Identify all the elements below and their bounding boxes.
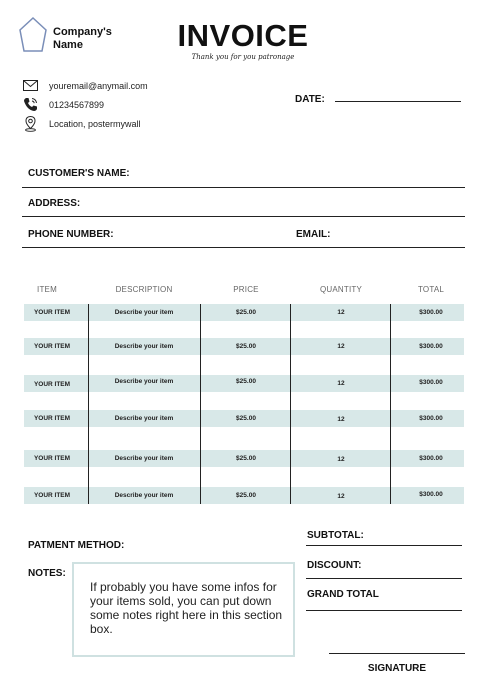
customer-name-label: CUSTOMER'S NAME:: [28, 168, 130, 179]
col-header-quantity: QUANTITY: [319, 285, 363, 294]
discount-field[interactable]: [306, 578, 462, 579]
notes-text: If probably you have some infos for your items sold, you can put down some notes right here in this section box.: [90, 580, 283, 636]
cell-total: $300.00: [419, 343, 443, 350]
cell-description: Describe your item: [114, 343, 174, 350]
column-divider: [88, 304, 89, 504]
grand-total-label: GRAND TOTAL: [307, 589, 379, 600]
cell-item: YOUR ITEM: [33, 455, 71, 462]
cell-quantity: 12: [337, 309, 345, 316]
cell-description: Describe your item: [114, 378, 174, 385]
cell-item: YOUR ITEM: [33, 343, 71, 350]
cell-quantity: 12: [337, 456, 345, 463]
discount-label: DISCOUNT:: [307, 560, 362, 571]
cell-quantity: 12: [337, 343, 345, 350]
col-header-item: ITEM: [37, 285, 57, 294]
location-text: Location, postermywall: [49, 118, 141, 129]
customer-name-field[interactable]: [22, 187, 465, 188]
col-header-description: DESCRIPTION: [115, 285, 173, 294]
contact-email: [22, 77, 148, 94]
cell-description: Describe your item: [114, 415, 174, 422]
email-label: EMAIL:: [296, 229, 331, 240]
cell-quantity: 12: [337, 416, 345, 423]
cell-price: $25.00: [236, 492, 256, 499]
date-label: DATE:: [295, 94, 325, 105]
subtotal-field[interactable]: [306, 545, 462, 546]
cell-total: $300.00: [419, 455, 443, 462]
company-name: Company's Name: [53, 26, 112, 51]
cell-price: $25.00: [236, 455, 256, 462]
tagline: Thank you for you patronage: [191, 53, 295, 61]
cell-total: $300.00: [419, 309, 443, 316]
cell-price: $25.00: [236, 309, 256, 316]
email-text: youremail@anymail.com: [49, 80, 148, 91]
cell-item: YOUR ITEM: [33, 381, 71, 388]
notes-label: NOTES:: [28, 568, 66, 579]
date-field[interactable]: [335, 101, 461, 102]
contact-location: [22, 115, 141, 132]
cell-description: Describe your item: [114, 492, 174, 499]
cell-description: Describe your item: [114, 455, 174, 462]
phone-number-label: PHONE NUMBER:: [28, 229, 114, 240]
address-label: ADDRESS:: [28, 198, 81, 209]
column-divider: [200, 304, 201, 504]
cell-item: YOUR ITEM: [33, 415, 71, 422]
address-field[interactable]: [22, 216, 465, 217]
cell-item: YOUR ITEM: [33, 309, 71, 316]
cell-quantity: 12: [337, 380, 345, 387]
location-pin-icon: [22, 115, 39, 132]
cell-total: $300.00: [419, 415, 443, 422]
phone-icon: [22, 96, 39, 113]
payment-method-label: PATMENT METHOD:: [28, 540, 125, 551]
cell-quantity: 12: [337, 493, 345, 500]
cell-description: Describe your item: [114, 309, 174, 316]
column-divider: [290, 304, 291, 504]
column-divider: [390, 304, 391, 504]
cell-price: $25.00: [236, 378, 256, 385]
col-header-total: TOTAL: [417, 285, 445, 294]
envelope-icon: [22, 77, 39, 94]
signature-field[interactable]: [329, 653, 465, 654]
col-header-price: PRICE: [233, 285, 259, 294]
cell-price: $25.00: [236, 415, 256, 422]
invoice-title: INVOICE: [177, 18, 309, 53]
phone-text: 01234567899: [49, 99, 105, 110]
cell-total: $300.00: [419, 491, 443, 498]
contact-phone: [22, 96, 104, 113]
phone-email-field[interactable]: [22, 247, 465, 248]
cell-price: $25.00: [236, 343, 256, 350]
subtotal-label: SUBTOTAL:: [307, 530, 364, 541]
signature-label: SIGNATURE: [367, 663, 427, 674]
pentagon-logo-icon: [18, 16, 48, 54]
cell-total: $300.00: [419, 379, 443, 386]
cell-item: YOUR ITEM: [33, 492, 71, 499]
grand-total-field[interactable]: [306, 610, 462, 611]
